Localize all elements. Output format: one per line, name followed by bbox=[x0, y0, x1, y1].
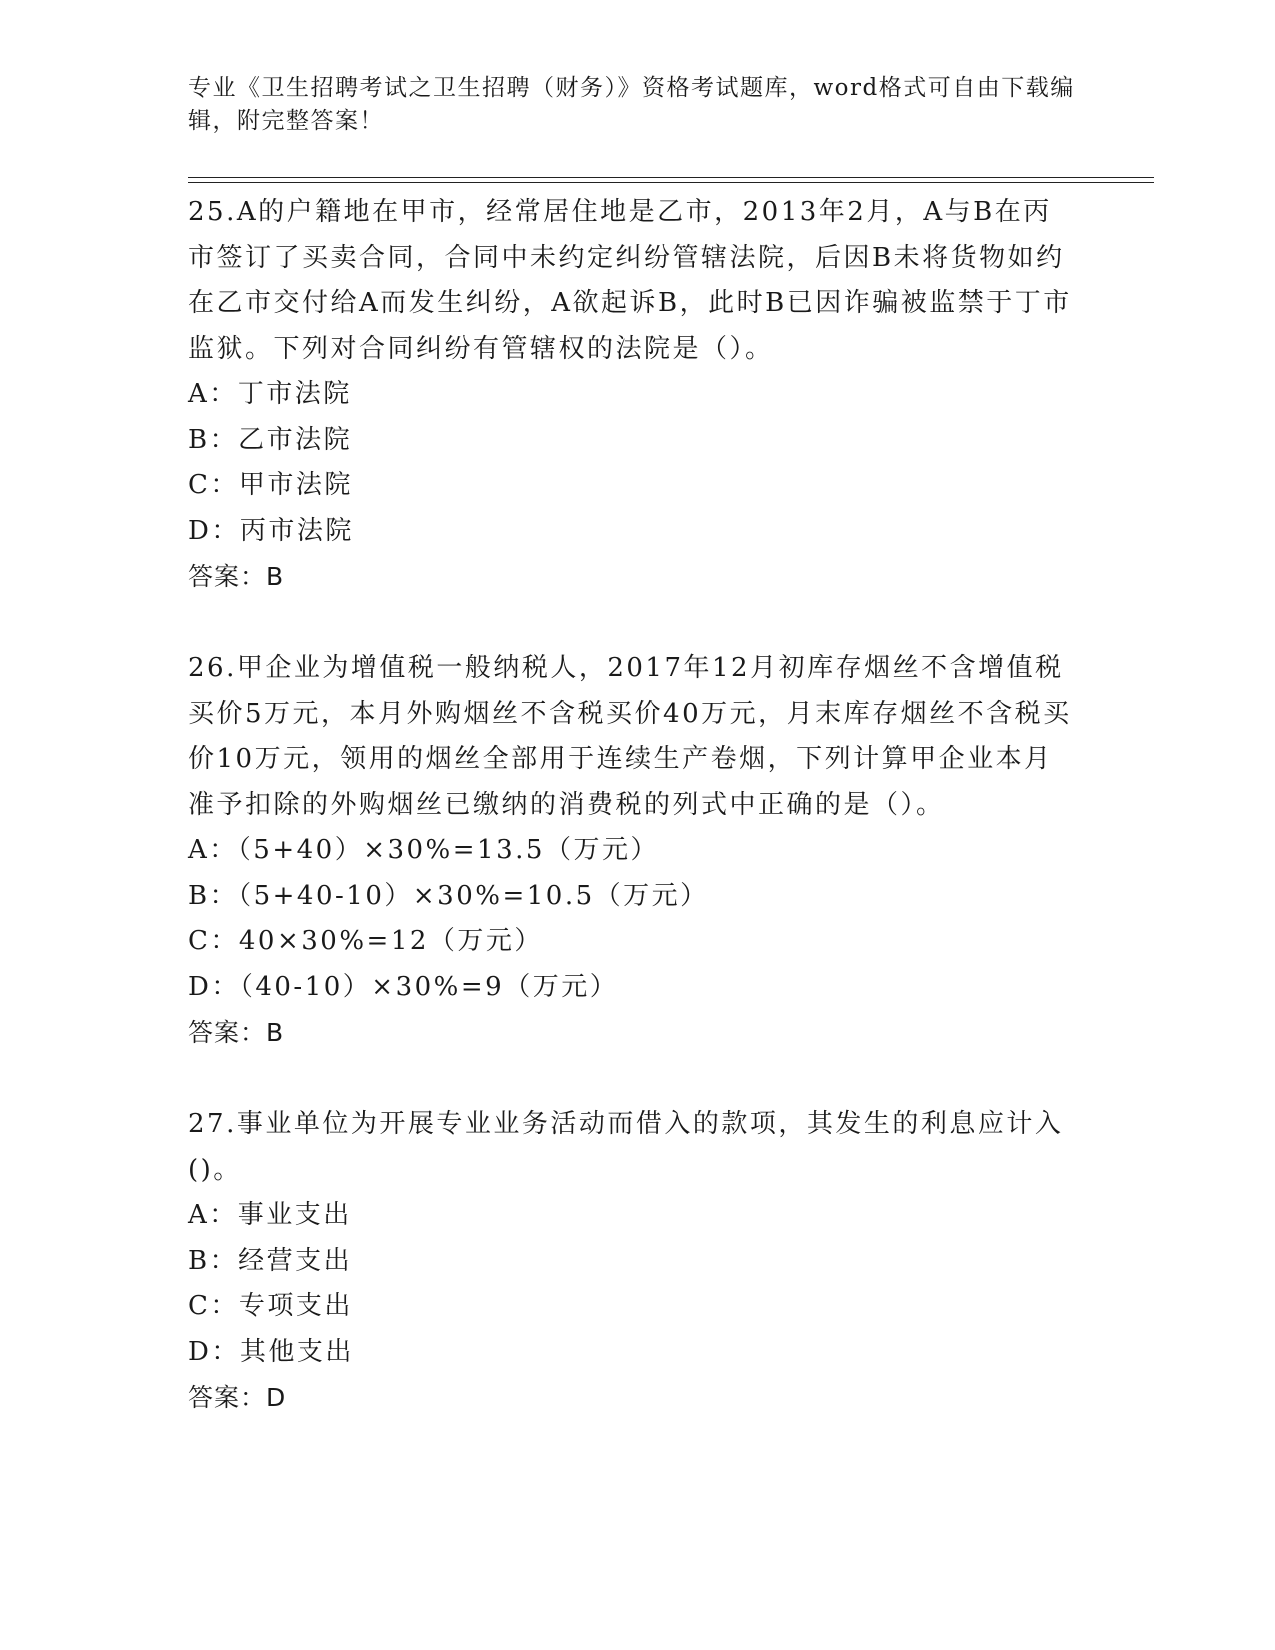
option-a: A：事业支出 bbox=[188, 1200, 352, 1230]
document-header: 专业《卫生招聘考试之卫生招聘（财务）》资格考试题库，word格式可自由下载编辑，附完整答案！ bbox=[188, 75, 1075, 134]
option-d: D：（40-10）×30%=9（万元） bbox=[188, 971, 619, 1002]
option-a: A：（5+40）×30%=13.5（万元） bbox=[188, 835, 659, 865]
option-a: A：丁市法院 bbox=[188, 379, 352, 409]
answer: 答案：B bbox=[188, 1018, 285, 1047]
answer: 答案：D bbox=[188, 1383, 287, 1412]
question-stem: 25.A的户籍地在甲市，经常居住地是乙市，2013年2月，A与B在丙市签订了买卖合同，合同中未约定纠纷管辖法院，后因B未将货物如约在乙市交付给A而发生纠纷，A欲起诉B，此时B已因诈骗被监禁于丁市监狱。下列对合同纠纷有管辖权的法院是（）。 bbox=[188, 197, 1072, 364]
header-divider-top bbox=[188, 177, 1154, 178]
option-c: C：40×30%=12（万元） bbox=[188, 926, 543, 956]
option-b: B：乙市法院 bbox=[188, 424, 353, 455]
option-b: B：经营支出 bbox=[188, 1245, 353, 1276]
question-26 bbox=[188, 646, 1078, 1056]
option-c: C：甲市法院 bbox=[188, 470, 353, 500]
question-25 bbox=[188, 190, 1078, 600]
answer: 答案：B bbox=[188, 562, 285, 591]
option-b: B：（5+40-10）×30%=10.5（万元） bbox=[188, 880, 709, 911]
option-d: D：其他支出 bbox=[188, 1336, 354, 1367]
option-d: D：丙市法院 bbox=[188, 515, 354, 546]
option-c: C：专项支出 bbox=[188, 1291, 353, 1321]
question-stem: 27.事业单位为开展专业业务活动而借入的款项，其发生的利息应计入()。 bbox=[188, 1109, 1064, 1185]
question-stem: 26.甲企业为增值税一般纳税人，2017年12月初库存烟丝不含增值税买价5万元，本月外购烟丝不含税买价40万元，月末库存烟丝不含税买价10万元，领用的烟丝全部用于连续生产卷烟，下列计算甲企业本月准予扣除的外购烟丝已缴纳的消费税的列式中正确的是（）。 bbox=[188, 653, 1072, 820]
question-27 bbox=[188, 1102, 1078, 1421]
header-divider-bottom bbox=[188, 182, 1154, 183]
